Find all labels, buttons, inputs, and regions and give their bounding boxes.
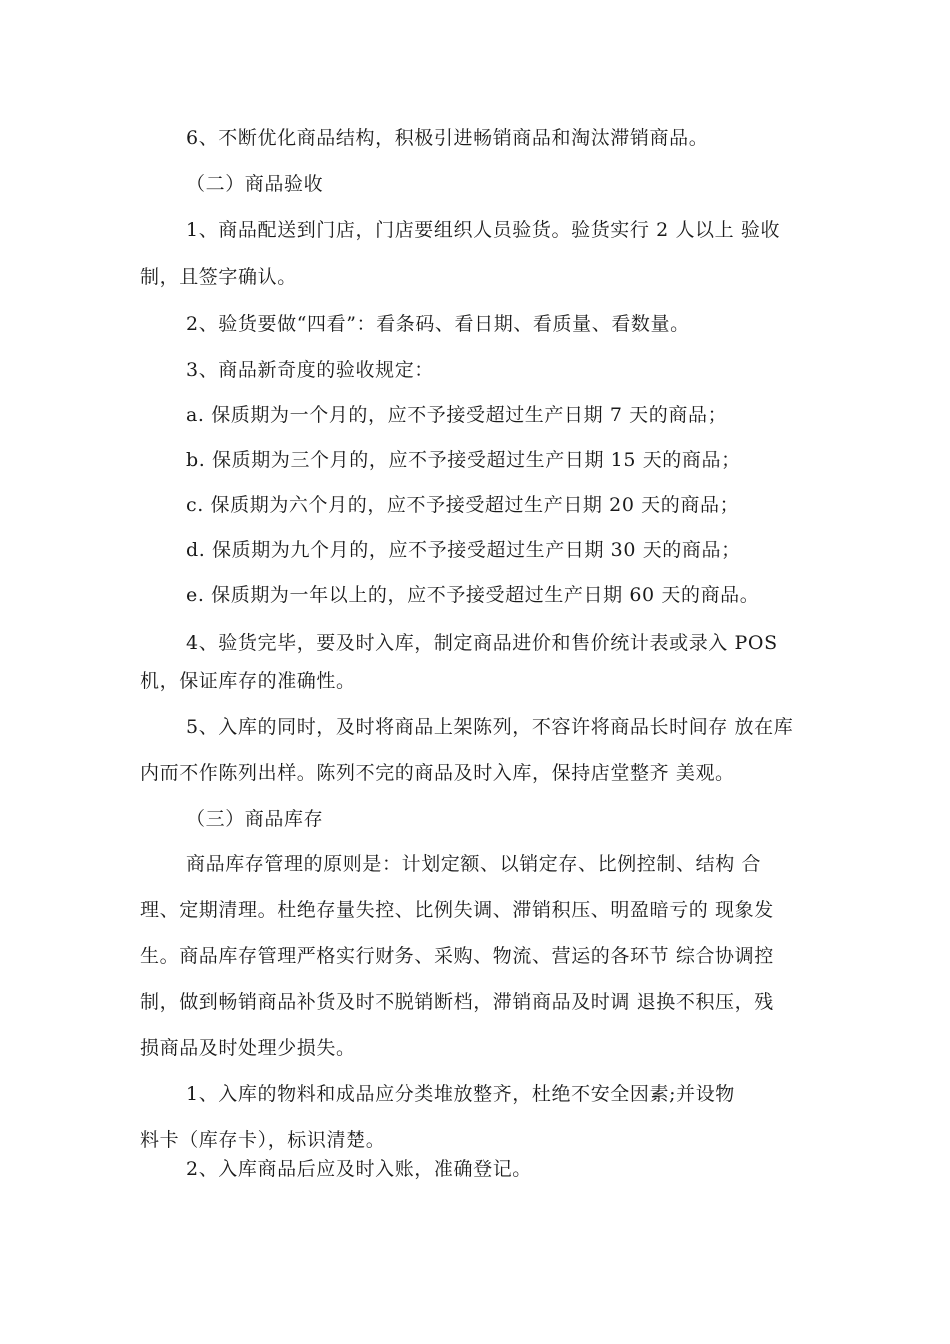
paragraph-line: 3、商品新奇度的验收规定： bbox=[186, 359, 434, 381]
list-item: a. 保质期为一个月的，应不予接受超过生产日期 7 天的商品； bbox=[186, 404, 728, 426]
paragraph-line: 2、入库商品后应及时入账，准确登记。 bbox=[186, 1158, 532, 1180]
paragraph-line: 2、验货要做“四看”：看条码、看日期、看质量、看数量。 bbox=[186, 313, 690, 335]
paragraph-line: 内而不作陈列出样。陈列不完的商品及时入库，保持店堂整齐 美观。 bbox=[140, 762, 735, 784]
paragraph-line: 制，且签字确认。 bbox=[140, 266, 297, 288]
list-item: b. 保质期为三个月的，应不予接受超过生产日期 15 天的商品； bbox=[186, 449, 741, 471]
paragraph-line: 商品库存管理的原则是：计划定额、以销定存、比例控制、结构 合 bbox=[186, 853, 762, 875]
paragraph-line: 6、不断优化商品结构，积极引进畅销商品和淘汰滞销商品。 bbox=[186, 127, 709, 149]
paragraph-line: 机，保证库存的准确性。 bbox=[140, 670, 356, 692]
paragraph-line: 4、验货完毕，要及时入库，制定商品进价和售价统计表或录入 POS bbox=[186, 632, 778, 654]
list-item: c. 保质期为六个月的，应不予接受超过生产日期 20 天的商品； bbox=[186, 494, 740, 516]
list-item: d. 保质期为九个月的，应不予接受超过生产日期 30 天的商品； bbox=[186, 539, 741, 561]
paragraph-line: 生。商品库存管理严格实行财务、采购、物流、营运的各环节 综合协调控 bbox=[140, 945, 774, 967]
paragraph-line: 1、入库的物料和成品应分类堆放整齐，杜绝不安全因素;并设物 bbox=[186, 1083, 735, 1105]
section-heading: （二）商品验收 bbox=[186, 173, 324, 195]
paragraph-line: 理、定期清理。杜绝存量失控、比例失调、滞销积压、明盈暗亏的 现象发 bbox=[140, 899, 774, 921]
paragraph-line: 损商品及时处理少损失。 bbox=[140, 1037, 356, 1059]
section-heading: （三）商品库存 bbox=[186, 808, 324, 830]
paragraph-line: 1、商品配送到门店，门店要组织人员验货。验货实行 2 人以上 验收 bbox=[186, 219, 781, 241]
paragraph-line: 料卡（库存卡），标识清楚。 bbox=[140, 1129, 386, 1151]
paragraph-line: 5、入库的同时，及时将商品上架陈列，不容许将商品长时间存 放在库 bbox=[186, 716, 794, 738]
paragraph-line: 制，做到畅销商品补货及时不脱销断档，滞销商品及时调 退换不积压，残 bbox=[140, 991, 774, 1013]
list-item: e. 保质期为一年以上的，应不予接受超过生产日期 60 天的商品。 bbox=[186, 584, 760, 606]
